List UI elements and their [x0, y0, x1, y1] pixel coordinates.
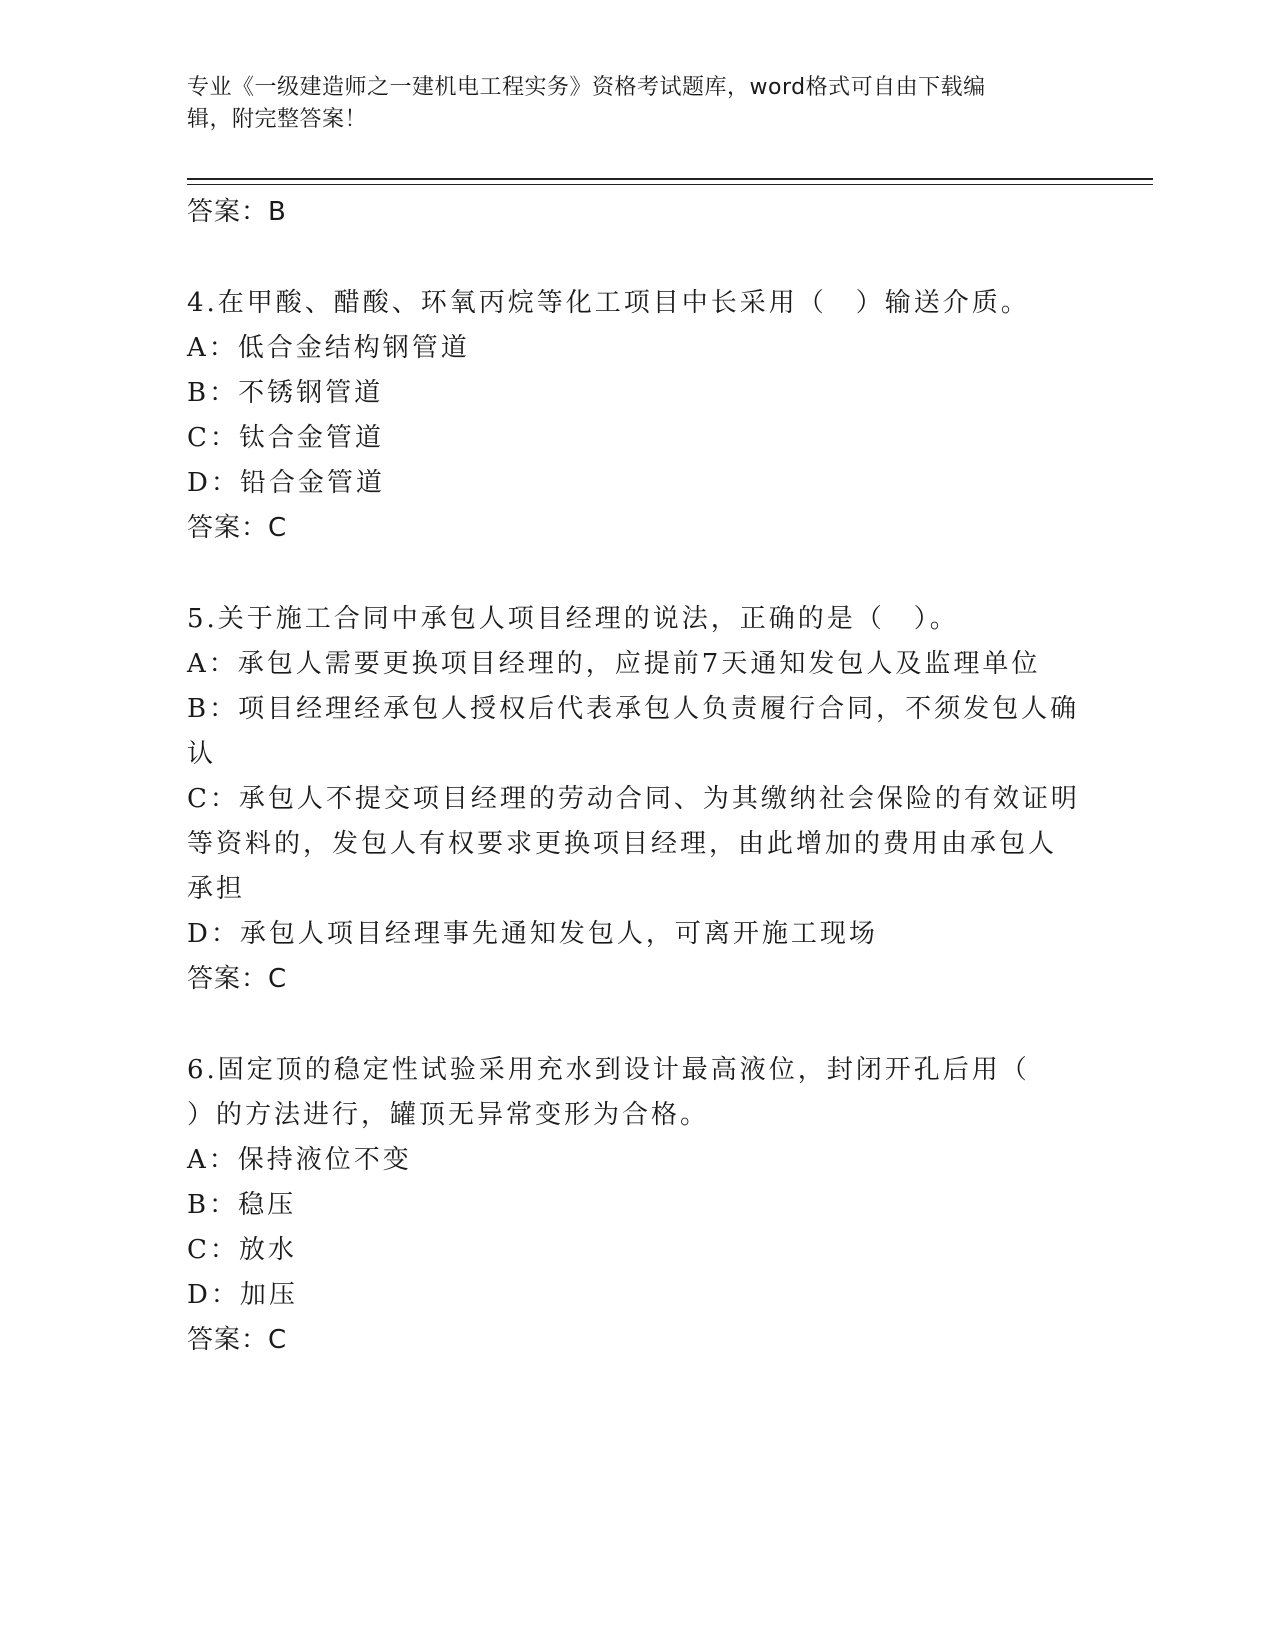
- option-c-line-1: C：承包人不提交项目经理的劳动合同、为其缴纳社会保险的有效证明: [187, 784, 1080, 814]
- header-line-2: 辑，附完整答案！: [187, 107, 368, 132]
- option-c: C：钛合金管道: [187, 423, 384, 453]
- option-b-line-2: 认: [187, 739, 217, 769]
- option-c: C：放水: [187, 1235, 297, 1265]
- option-b: B：稳压: [187, 1190, 297, 1220]
- answer: 答案：C: [187, 964, 288, 994]
- option-c-line-2: 等资料的，发包人有权要求更换项目经理，由此增加的费用由承包人: [187, 829, 1058, 859]
- option-d: D：铅合金管道: [187, 468, 385, 498]
- question-5: [187, 597, 1080, 1002]
- option-b-line-1: B：项目经理经承包人授权后代表承包人负责履行合同，不须发包人确: [187, 694, 1080, 724]
- answer: 答案：C: [187, 1325, 288, 1355]
- answer-previous: 答案：B: [187, 197, 287, 227]
- option-d: D：加压: [187, 1280, 298, 1310]
- question-stem-line-1: 6.固定顶的稳定性试验采用充水到设计最高液位，封闭开孔后用（: [187, 1055, 1030, 1085]
- option-c-line-3: 承担: [187, 874, 246, 904]
- question-4: [187, 281, 1077, 551]
- option-b: B：不锈钢管道: [187, 378, 384, 408]
- option-a: A：承包人需要更换项目经理的，应提前7天通知发包人及监理单位: [187, 649, 1041, 679]
- header-divider-thick: [187, 178, 1153, 180]
- question-content: [187, 190, 1080, 1363]
- option-a: A：低合金结构钢管道: [187, 333, 470, 363]
- header-line-1: 专业《一级建造师之一建机电工程实务》资格考试题库，word格式可自由下载编: [187, 75, 986, 100]
- header-divider-thin: [187, 184, 1153, 185]
- option-d: D：承包人项目经理事先通知发包人，可离开施工现场: [187, 919, 878, 949]
- answer: 答案：C: [187, 513, 288, 543]
- question-stem: 5.关于施工合同中承包人项目经理的说法，正确的是（ ）。: [187, 604, 959, 634]
- question-stem: 4.在甲酸、醋酸、环氧丙烷等化工项目中长采用（ ）输送介质。: [187, 288, 1030, 318]
- question-6: [187, 1048, 1077, 1363]
- question-stem-line-2: ）的方法进行，罐顶无异常变形为合格。: [187, 1100, 710, 1130]
- option-a: A：保持液位不变: [187, 1145, 412, 1175]
- document-header: [187, 72, 1067, 136]
